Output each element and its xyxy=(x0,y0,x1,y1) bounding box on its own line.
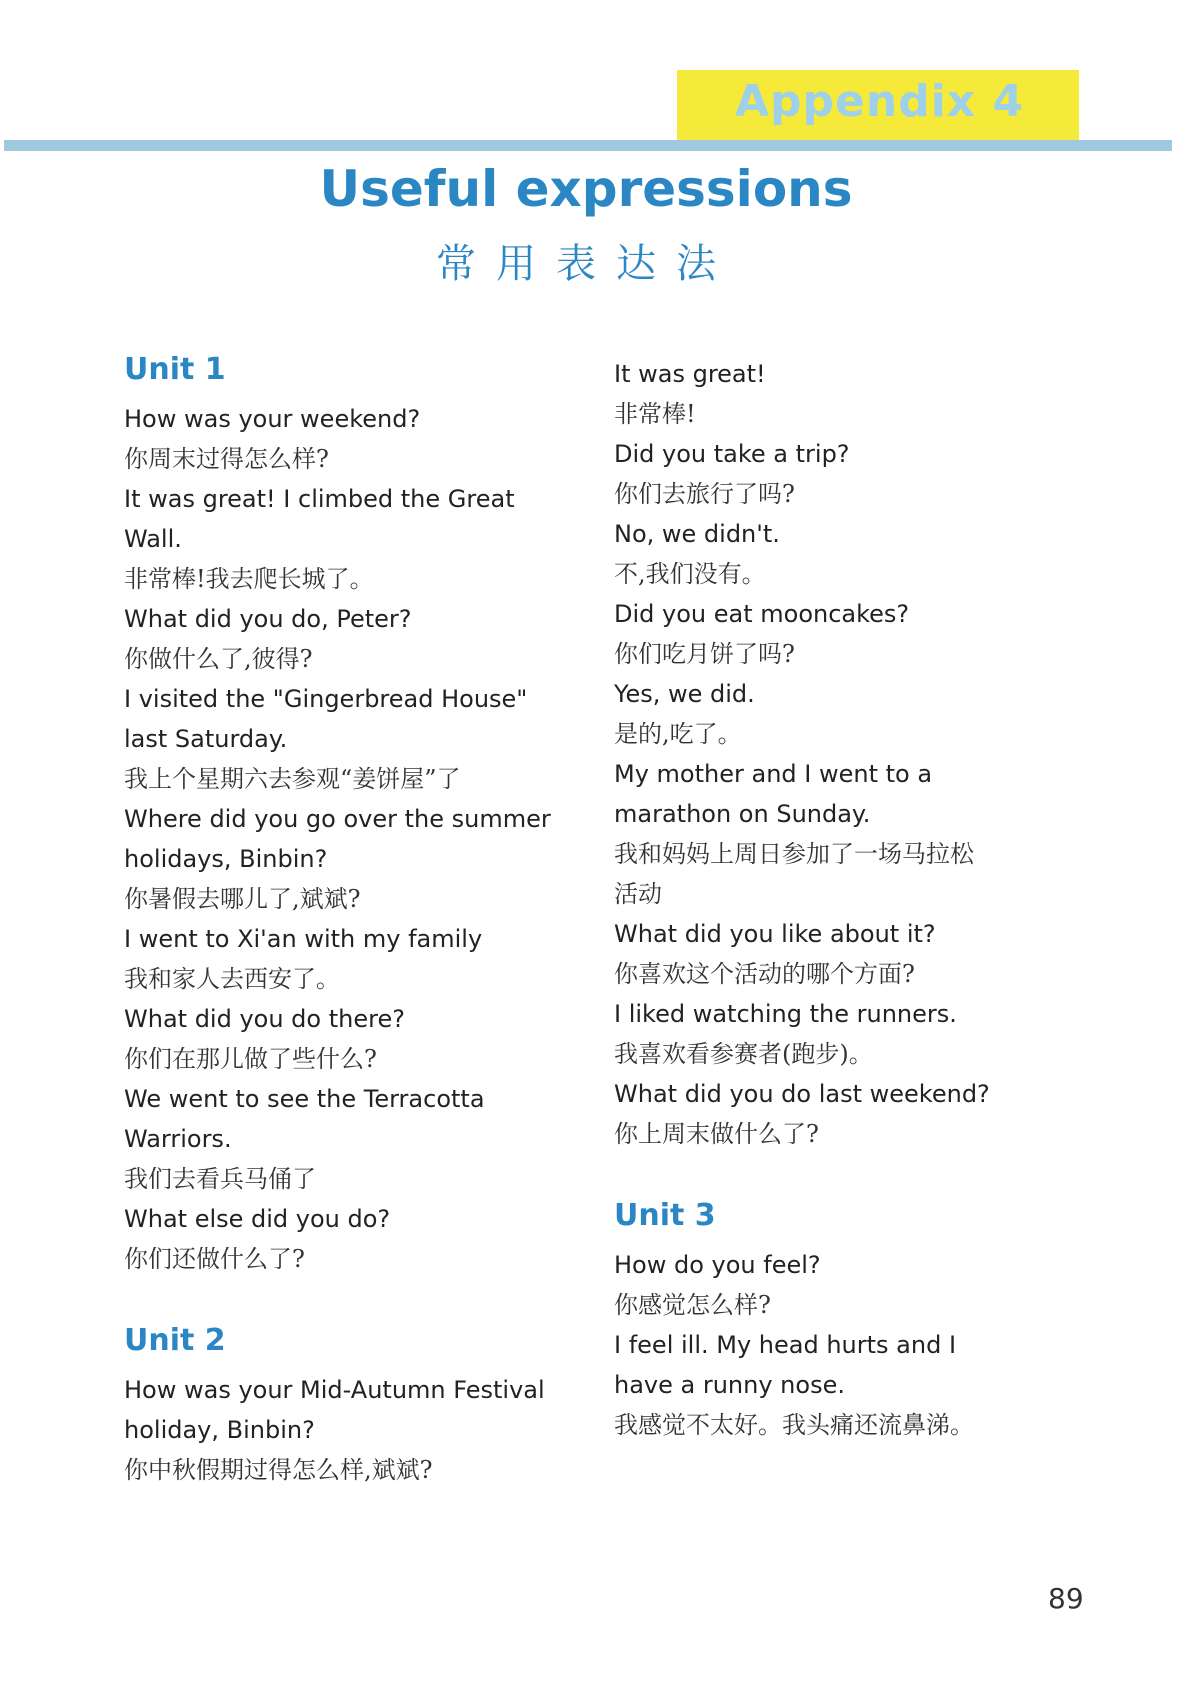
translation-line: 是的,吃了。 xyxy=(614,720,742,748)
expression-line: Wall. xyxy=(124,525,182,553)
expression-line: holidays, Binbin? xyxy=(124,845,328,873)
expression-line: have a runny nose. xyxy=(614,1371,845,1399)
expression-line: holiday, Binbin? xyxy=(124,1416,315,1444)
expression-line: How do you feel? xyxy=(614,1251,821,1279)
page-title: Useful expressions xyxy=(319,160,853,218)
expression-line: My mother and I went to a xyxy=(614,760,933,788)
expression-line: How was your Mid-Autumn Festival xyxy=(124,1376,545,1404)
expression-line: Warriors. xyxy=(124,1125,232,1153)
expression-line: Where did you go over the summer xyxy=(124,805,551,833)
expression-line: What did you do last weekend? xyxy=(614,1080,990,1108)
expression-line: Yes, we did. xyxy=(614,680,755,708)
expression-line: I feel ill. My head hurts and I xyxy=(614,1331,957,1359)
translation-line: 你们去旅行了吗? xyxy=(614,480,795,508)
expression-line: How was your weekend? xyxy=(124,405,421,433)
translation-line: 非常棒! xyxy=(614,400,696,428)
expression-line: I went to Xi'an with my family xyxy=(124,925,483,953)
translation-line: 你们在那儿做了些什么? xyxy=(124,1045,377,1073)
translation-line: 我上个星期六去参观“姜饼屋”了 xyxy=(124,765,461,793)
translation-line: 你喜欢这个活动的哪个方面? xyxy=(614,960,915,988)
translation-line: 活动 xyxy=(614,880,662,908)
expression-line: I visited the "Gingerbread House" xyxy=(124,685,528,713)
translation-line: 你中秋假期过得怎么样,斌斌? xyxy=(124,1456,433,1484)
unit-2-title: Unit 2 xyxy=(124,1323,226,1358)
translation-line: 你们吃月饼了吗? xyxy=(614,640,795,668)
expression-line: Did you eat mooncakes? xyxy=(614,600,910,628)
expression-line: What did you like about it? xyxy=(614,920,936,948)
expression-line: No, we didn't. xyxy=(614,520,780,548)
expression-line: last Saturday. xyxy=(124,725,288,753)
translation-line: 我们去看兵马俑了 xyxy=(124,1165,316,1193)
translation-line: 你做什么了,彼得? xyxy=(124,645,313,673)
expression-line: It was great! xyxy=(614,360,766,388)
expression-line: marathon on Sunday. xyxy=(614,800,871,828)
translation-line: 你们还做什么了? xyxy=(124,1245,305,1273)
right-column xyxy=(614,354,1074,1445)
translation-line: 非常棒!我去爬长城了。 xyxy=(124,565,374,593)
translation-line: 我和家人去西安了。 xyxy=(124,965,340,993)
translation-line: 你感觉怎么样? xyxy=(614,1291,771,1319)
expression-line: What did you do there? xyxy=(124,1005,405,1033)
left-column xyxy=(124,352,584,1490)
translation-line: 你周末过得怎么样? xyxy=(124,445,329,473)
expression-line: It was great! I climbed the Great xyxy=(124,485,515,513)
expression-line: We went to see the Terracotta xyxy=(124,1085,485,1113)
expression-line: Did you take a trip? xyxy=(614,440,850,468)
expression-line: What else did you do? xyxy=(124,1205,391,1233)
unit-3-title: Unit 3 xyxy=(614,1198,716,1233)
unit-1-title: Unit 1 xyxy=(124,352,226,387)
translation-line: 我和妈妈上周日参加了一场马拉松 xyxy=(614,840,974,868)
page-subtitle: 常用表达法 xyxy=(436,241,736,287)
translation-line: 你上周末做什么了? xyxy=(614,1120,819,1148)
appendix-label: Appendix 4 xyxy=(735,76,1025,127)
translation-line: 我感觉不太好。我头痛还流鼻涕。 xyxy=(614,1411,974,1439)
expression-line: What did you do, Peter? xyxy=(124,605,412,633)
translation-line: 不,我们没有。 xyxy=(614,560,766,588)
page-number: 89 xyxy=(1048,1582,1084,1615)
translation-line: 我喜欢看参赛者(跑步)。 xyxy=(614,1040,873,1068)
header-rule xyxy=(4,140,1172,151)
translation-line: 你暑假去哪儿了,斌斌? xyxy=(124,885,361,913)
expression-line: I liked watching the runners. xyxy=(614,1000,957,1028)
